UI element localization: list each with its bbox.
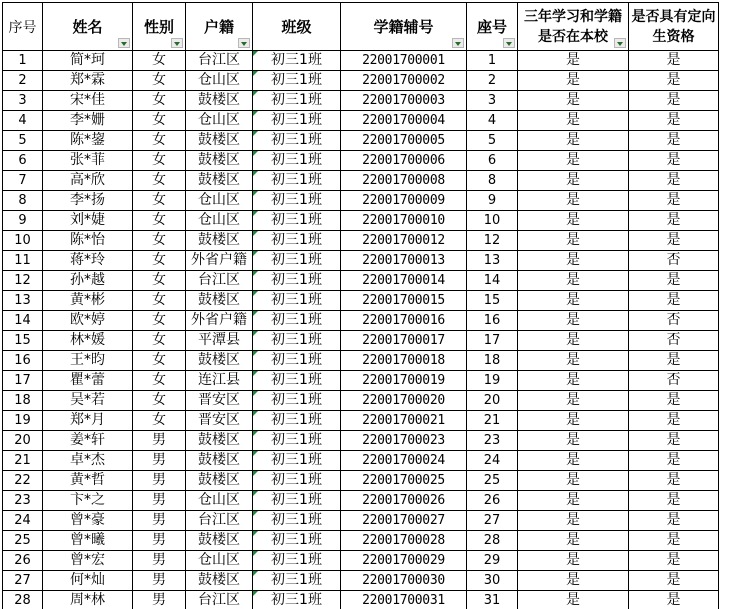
cell-qualified[interactable]: 是: [629, 171, 719, 191]
table-row: [3, 351, 719, 371]
cell-gender[interactable]: 男: [133, 471, 186, 491]
cell-seat[interactable]: 3: [467, 91, 518, 111]
cell-three-year[interactable]: 是: [518, 51, 629, 71]
cell-gender[interactable]: 男: [133, 531, 186, 551]
cell-seq[interactable]: 2: [3, 71, 43, 91]
cell-student-id[interactable]: 22001700023: [341, 431, 467, 451]
cell-three-year[interactable]: 是: [518, 431, 629, 451]
header-class: 班级: [253, 3, 341, 51]
cell-qualified[interactable]: 是: [629, 431, 719, 451]
cell-gender[interactable]: 女: [133, 351, 186, 371]
cell-qualified[interactable]: 是: [629, 511, 719, 531]
cell-seq[interactable]: 6: [3, 151, 43, 171]
cell-student-id[interactable]: 22001700026: [341, 491, 467, 511]
cell-name[interactable]: 吴*若: [43, 391, 133, 411]
cell-qualified[interactable]: 是: [629, 351, 719, 371]
cell-qualified[interactable]: 是: [629, 111, 719, 131]
cell-gender[interactable]: 女: [133, 91, 186, 111]
cell-class[interactable]: 初三1班: [253, 371, 341, 391]
cell-qualified[interactable]: 是: [629, 411, 719, 431]
cell-student-id[interactable]: 22001700031: [341, 591, 467, 609]
table-row: [3, 431, 719, 451]
cell-class[interactable]: 初三1班: [253, 251, 341, 271]
cell-student-id[interactable]: 22001700018: [341, 351, 467, 371]
cell-gender[interactable]: 女: [133, 111, 186, 131]
cell-seat[interactable]: 14: [467, 271, 518, 291]
cell-hukou[interactable]: 晋安区: [186, 411, 253, 431]
cell-student-id[interactable]: 22001700020: [341, 391, 467, 411]
cell-qualified[interactable]: 否: [629, 251, 719, 271]
cell-student-id[interactable]: 22001700001: [341, 51, 467, 71]
cell-class[interactable]: 初三1班: [253, 491, 341, 511]
table-row: [3, 311, 719, 331]
table-row: [3, 511, 719, 531]
cell-three-year[interactable]: 是: [518, 511, 629, 531]
cell-hukou[interactable]: 鼓楼区: [186, 231, 253, 251]
cell-hukou[interactable]: 鼓楼区: [186, 171, 253, 191]
cell-hukou[interactable]: 鼓楼区: [186, 451, 253, 471]
header-seat[interactable]: 座号: [467, 3, 518, 51]
cell-seq[interactable]: 3: [3, 91, 43, 111]
cell-qualified[interactable]: 是: [629, 131, 719, 151]
cell-seat[interactable]: 25: [467, 471, 518, 491]
cell-hukou[interactable]: 鼓楼区: [186, 431, 253, 451]
cell-seat[interactable]: 27: [467, 511, 518, 531]
table-row: [3, 211, 719, 231]
cell-name[interactable]: 王*昀: [43, 351, 133, 371]
cell-seat[interactable]: 15: [467, 291, 518, 311]
cell-class[interactable]: 初三1班: [253, 331, 341, 351]
cell-class[interactable]: 初三1班: [253, 571, 341, 591]
cell-hukou[interactable]: 仓山区: [186, 71, 253, 91]
cell-seq[interactable]: 4: [3, 111, 43, 131]
cell-gender[interactable]: 女: [133, 231, 186, 251]
cell-gender[interactable]: 女: [133, 51, 186, 71]
cell-class[interactable]: 初三1班: [253, 151, 341, 171]
cell-seq[interactable]: 28: [3, 591, 43, 609]
cell-student-id[interactable]: 22001700021: [341, 411, 467, 431]
cell-hukou[interactable]: 鼓楼区: [186, 471, 253, 491]
cell-seat[interactable]: 17: [467, 331, 518, 351]
cell-seq[interactable]: 7: [3, 171, 43, 191]
cell-student-id[interactable]: 22001700029: [341, 551, 467, 571]
cell-qualified[interactable]: 是: [629, 291, 719, 311]
cell-three-year[interactable]: 是: [518, 91, 629, 111]
cell-class[interactable]: 初三1班: [253, 291, 341, 311]
cell-gender[interactable]: 女: [133, 171, 186, 191]
cell-three-year[interactable]: 是: [518, 211, 629, 231]
header-student-id[interactable]: 学籍辅号: [341, 3, 467, 51]
cell-hukou[interactable]: 外省户籍: [186, 311, 253, 331]
table-row: [3, 571, 719, 591]
cell-hukou[interactable]: 鼓楼区: [186, 571, 253, 591]
table-row: [3, 591, 719, 609]
cell-three-year[interactable]: 是: [518, 591, 629, 609]
table-row: [3, 191, 719, 211]
cell-seq[interactable]: 9: [3, 211, 43, 231]
cell-gender[interactable]: 女: [133, 291, 186, 311]
cell-name[interactable]: 曾*豪: [43, 511, 133, 531]
cell-hukou[interactable]: 鼓楼区: [186, 291, 253, 311]
cell-three-year[interactable]: 是: [518, 371, 629, 391]
cell-seq[interactable]: 18: [3, 391, 43, 411]
cell-qualified[interactable]: 是: [629, 191, 719, 211]
cell-hukou[interactable]: 仓山区: [186, 111, 253, 131]
cell-name[interactable]: 何*灿: [43, 571, 133, 591]
cell-qualified[interactable]: 是: [629, 151, 719, 171]
table-row: [3, 371, 719, 391]
cell-name[interactable]: 姜*轩: [43, 431, 133, 451]
cell-seat[interactable]: 10: [467, 211, 518, 231]
cell-hukou[interactable]: 台江区: [186, 511, 253, 531]
cell-gender[interactable]: 男: [133, 451, 186, 471]
cell-seq[interactable]: 5: [3, 131, 43, 151]
cell-student-id[interactable]: 22001700004: [341, 111, 467, 131]
cell-class[interactable]: 初三1班: [253, 531, 341, 551]
cell-name[interactable]: 欧*婷: [43, 311, 133, 331]
table-row: [3, 91, 719, 111]
table-row: [3, 111, 719, 131]
cell-class[interactable]: 初三1班: [253, 551, 341, 571]
cell-hukou[interactable]: 台江区: [186, 591, 253, 609]
cell-name[interactable]: 李*姗: [43, 111, 133, 131]
cell-three-year[interactable]: 是: [518, 231, 629, 251]
cell-name[interactable]: 曾*曦: [43, 531, 133, 551]
header-seq: 序号: [3, 3, 43, 51]
cell-qualified[interactable]: 是: [629, 211, 719, 231]
cell-three-year[interactable]: 是: [518, 111, 629, 131]
cell-three-year[interactable]: 是: [518, 451, 629, 471]
cell-qualified[interactable]: 是: [629, 391, 719, 411]
cell-student-id[interactable]: 22001700025: [341, 471, 467, 491]
cell-three-year[interactable]: 是: [518, 191, 629, 211]
cell-hukou[interactable]: 鼓楼区: [186, 351, 253, 371]
cell-seq[interactable]: 26: [3, 551, 43, 571]
cell-hukou[interactable]: 连江县: [186, 371, 253, 391]
cell-hukou[interactable]: 鼓楼区: [186, 151, 253, 171]
cell-hukou[interactable]: 晋安区: [186, 391, 253, 411]
cell-gender[interactable]: 男: [133, 551, 186, 571]
cell-three-year[interactable]: 是: [518, 131, 629, 151]
cell-class[interactable]: 初三1班: [253, 131, 341, 151]
cell-gender[interactable]: 男: [133, 591, 186, 609]
cell-qualified[interactable]: 否: [629, 331, 719, 351]
cell-name[interactable]: 张*菲: [43, 151, 133, 171]
cell-gender[interactable]: 女: [133, 151, 186, 171]
cell-seat[interactable]: 12: [467, 231, 518, 251]
cell-seq[interactable]: 17: [3, 371, 43, 391]
cell-seat[interactable]: 13: [467, 251, 518, 271]
cell-seq[interactable]: 27: [3, 571, 43, 591]
header-name[interactable]: 姓名: [43, 3, 133, 51]
cell-seq[interactable]: 14: [3, 311, 43, 331]
filter-dropdown-icon[interactable]: [238, 38, 250, 48]
cell-qualified[interactable]: 是: [629, 531, 719, 551]
filter-dropdown-icon[interactable]: [171, 38, 183, 48]
cell-seat[interactable]: 30: [467, 571, 518, 591]
table-row: [3, 51, 719, 71]
cell-gender[interactable]: 女: [133, 311, 186, 331]
cell-name[interactable]: 卞*之: [43, 491, 133, 511]
header-row: [3, 3, 719, 51]
cell-three-year[interactable]: 是: [518, 171, 629, 191]
cell-name[interactable]: 曾*宏: [43, 551, 133, 571]
cell-name[interactable]: 郑*霖: [43, 71, 133, 91]
cell-three-year[interactable]: 是: [518, 251, 629, 271]
cell-name[interactable]: 黄*彬: [43, 291, 133, 311]
cell-qualified[interactable]: 是: [629, 551, 719, 571]
cell-three-year[interactable]: 是: [518, 571, 629, 591]
cell-seat[interactable]: 23: [467, 431, 518, 451]
table-row: [3, 491, 719, 511]
cell-qualified[interactable]: 是: [629, 591, 719, 609]
table-row: [3, 331, 719, 351]
cell-class[interactable]: 初三1班: [253, 271, 341, 291]
cell-gender[interactable]: 女: [133, 271, 186, 291]
cell-class[interactable]: 初三1班: [253, 511, 341, 531]
cell-seat[interactable]: 19: [467, 371, 518, 391]
cell-student-id[interactable]: 22001700028: [341, 531, 467, 551]
cell-seat[interactable]: 29: [467, 551, 518, 571]
cell-qualified[interactable]: 是: [629, 231, 719, 251]
cell-class[interactable]: 初三1班: [253, 471, 341, 491]
cell-student-id[interactable]: 22001700015: [341, 291, 467, 311]
cell-name[interactable]: 周*林: [43, 591, 133, 609]
cell-name[interactable]: 黄*哲: [43, 471, 133, 491]
cell-name[interactable]: 刘*婕: [43, 211, 133, 231]
cell-seq[interactable]: 13: [3, 291, 43, 311]
cell-gender[interactable]: 女: [133, 371, 186, 391]
table-row: [3, 151, 719, 171]
cell-class[interactable]: 初三1班: [253, 231, 341, 251]
cell-hukou[interactable]: 鼓楼区: [186, 131, 253, 151]
cell-seat[interactable]: 8: [467, 171, 518, 191]
cell-name[interactable]: 卓*杰: [43, 451, 133, 471]
cell-three-year[interactable]: 是: [518, 491, 629, 511]
cell-class[interactable]: 初三1班: [253, 111, 341, 131]
cell-student-id[interactable]: 22001700024: [341, 451, 467, 471]
cell-name[interactable]: 宋*佳: [43, 91, 133, 111]
table-row: [3, 531, 719, 551]
table-body: [3, 51, 719, 609]
cell-gender[interactable]: 男: [133, 491, 186, 511]
cell-seat[interactable]: 1: [467, 51, 518, 71]
table-row: [3, 291, 719, 311]
cell-qualified[interactable]: 是: [629, 271, 719, 291]
cell-name[interactable]: 李*扬: [43, 191, 133, 211]
cell-three-year[interactable]: 是: [518, 271, 629, 291]
cell-class[interactable]: 初三1班: [253, 591, 341, 609]
cell-seat[interactable]: 6: [467, 151, 518, 171]
cell-student-id[interactable]: 22001700030: [341, 571, 467, 591]
cell-seq[interactable]: 1: [3, 51, 43, 71]
cell-student-id[interactable]: 22001700003: [341, 91, 467, 111]
cell-seq[interactable]: 10: [3, 231, 43, 251]
cell-gender[interactable]: 女: [133, 391, 186, 411]
header-three-year[interactable]: 三年学习和学籍是否在本校: [518, 3, 629, 51]
cell-class[interactable]: 初三1班: [253, 211, 341, 231]
cell-class[interactable]: 初三1班: [253, 411, 341, 431]
cell-student-id[interactable]: 22001700009: [341, 191, 467, 211]
cell-class[interactable]: 初三1班: [253, 351, 341, 371]
cell-name[interactable]: 孙*越: [43, 271, 133, 291]
cell-class[interactable]: 初三1班: [253, 171, 341, 191]
cell-seat[interactable]: 28: [467, 531, 518, 551]
cell-seat[interactable]: 5: [467, 131, 518, 151]
cell-hukou[interactable]: 仓山区: [186, 191, 253, 211]
cell-seat[interactable]: 18: [467, 351, 518, 371]
header-hukou[interactable]: 户籍: [186, 3, 253, 51]
cell-three-year[interactable]: 是: [518, 311, 629, 331]
cell-name[interactable]: 林*媛: [43, 331, 133, 351]
cell-gender[interactable]: 女: [133, 211, 186, 231]
cell-student-id[interactable]: 22001700005: [341, 131, 467, 151]
cell-seq[interactable]: 19: [3, 411, 43, 431]
cell-seat[interactable]: 4: [467, 111, 518, 131]
header-gender[interactable]: 性别: [133, 3, 186, 51]
filter-dropdown-icon[interactable]: [614, 38, 626, 48]
cell-three-year[interactable]: 是: [518, 151, 629, 171]
cell-seq[interactable]: 24: [3, 511, 43, 531]
cell-hukou[interactable]: 鼓楼区: [186, 91, 253, 111]
cell-class[interactable]: 初三1班: [253, 91, 341, 111]
cell-student-id[interactable]: 22001700012: [341, 231, 467, 251]
cell-seat[interactable]: 24: [467, 451, 518, 471]
table-row: [3, 391, 719, 411]
cell-gender[interactable]: 女: [133, 191, 186, 211]
table-row: [3, 131, 719, 151]
cell-seq[interactable]: 20: [3, 431, 43, 451]
cell-gender[interactable]: 男: [133, 511, 186, 531]
cell-qualified[interactable]: 是: [629, 71, 719, 91]
cell-student-id[interactable]: 22001700016: [341, 311, 467, 331]
cell-qualified[interactable]: 是: [629, 451, 719, 471]
cell-hukou[interactable]: 仓山区: [186, 211, 253, 231]
cell-seq[interactable]: 21: [3, 451, 43, 471]
cell-seq[interactable]: 12: [3, 271, 43, 291]
table-row: [3, 271, 719, 291]
cell-qualified[interactable]: 是: [629, 51, 719, 71]
cell-hukou[interactable]: 台江区: [186, 51, 253, 71]
cell-seq[interactable]: 11: [3, 251, 43, 271]
cell-three-year[interactable]: 是: [518, 391, 629, 411]
cell-seq[interactable]: 23: [3, 491, 43, 511]
cell-student-id[interactable]: 22001700008: [341, 171, 467, 191]
filter-dropdown-icon[interactable]: [452, 38, 464, 48]
cell-seat[interactable]: 9: [467, 191, 518, 211]
cell-seat[interactable]: 26: [467, 491, 518, 511]
cell-qualified[interactable]: 否: [629, 371, 719, 391]
cell-qualified[interactable]: 否: [629, 311, 719, 331]
table-row: [3, 451, 719, 471]
cell-three-year[interactable]: 是: [518, 551, 629, 571]
table-row: [3, 411, 719, 431]
cell-student-id[interactable]: 22001700014: [341, 271, 467, 291]
cell-three-year[interactable]: 是: [518, 471, 629, 491]
cell-gender[interactable]: 男: [133, 571, 186, 591]
cell-three-year[interactable]: 是: [518, 411, 629, 431]
cell-gender[interactable]: 女: [133, 411, 186, 431]
cell-gender[interactable]: 男: [133, 431, 186, 451]
cell-three-year[interactable]: 是: [518, 351, 629, 371]
table-row: [3, 231, 719, 251]
cell-seat[interactable]: 16: [467, 311, 518, 331]
cell-student-id[interactable]: 22001700010: [341, 211, 467, 231]
table-row: [3, 251, 719, 271]
cell-class[interactable]: 初三1班: [253, 191, 341, 211]
cell-seat[interactable]: 31: [467, 591, 518, 609]
cell-qualified[interactable]: 是: [629, 91, 719, 111]
cell-seq[interactable]: 25: [3, 531, 43, 551]
cell-class[interactable]: 初三1班: [253, 51, 341, 71]
cell-qualified[interactable]: 是: [629, 491, 719, 511]
cell-class[interactable]: 初三1班: [253, 71, 341, 91]
cell-seat[interactable]: 20: [467, 391, 518, 411]
cell-seat[interactable]: 21: [467, 411, 518, 431]
cell-student-id[interactable]: 22001700002: [341, 71, 467, 91]
cell-class[interactable]: 初三1班: [253, 311, 341, 331]
cell-student-id[interactable]: 22001700019: [341, 371, 467, 391]
cell-name[interactable]: 瞿*蕾: [43, 371, 133, 391]
cell-name[interactable]: 蒋*玲: [43, 251, 133, 271]
cell-hukou[interactable]: 鼓楼区: [186, 531, 253, 551]
cell-three-year[interactable]: 是: [518, 531, 629, 551]
cell-class[interactable]: 初三1班: [253, 451, 341, 471]
cell-seq[interactable]: 8: [3, 191, 43, 211]
cell-hukou[interactable]: 平潭县: [186, 331, 253, 351]
cell-hukou[interactable]: 仓山区: [186, 491, 253, 511]
cell-class[interactable]: 初三1班: [253, 431, 341, 451]
cell-seq[interactable]: 16: [3, 351, 43, 371]
cell-name[interactable]: 陈*怡: [43, 231, 133, 251]
cell-gender[interactable]: 女: [133, 71, 186, 91]
cell-student-id[interactable]: 22001700027: [341, 511, 467, 531]
table-row: [3, 471, 719, 491]
cell-three-year[interactable]: 是: [518, 291, 629, 311]
cell-name[interactable]: 简*珂: [43, 51, 133, 71]
table-row: [3, 551, 719, 571]
student-table: [2, 2, 719, 609]
cell-student-id[interactable]: 22001700006: [341, 151, 467, 171]
cell-hukou[interactable]: 仓山区: [186, 551, 253, 571]
cell-gender[interactable]: 女: [133, 331, 186, 351]
cell-name[interactable]: 高*欣: [43, 171, 133, 191]
cell-gender[interactable]: 女: [133, 131, 186, 151]
filter-dropdown-icon[interactable]: [503, 38, 515, 48]
cell-student-id[interactable]: 22001700013: [341, 251, 467, 271]
filter-dropdown-icon[interactable]: [118, 38, 130, 48]
cell-qualified[interactable]: 是: [629, 571, 719, 591]
header-qualified: 是否具有定向生资格: [629, 3, 719, 51]
cell-hukou[interactable]: 外省户籍: [186, 251, 253, 271]
cell-qualified[interactable]: 是: [629, 471, 719, 491]
cell-student-id[interactable]: 22001700017: [341, 331, 467, 351]
cell-name[interactable]: 郑*月: [43, 411, 133, 431]
cell-gender[interactable]: 女: [133, 251, 186, 271]
cell-three-year[interactable]: 是: [518, 71, 629, 91]
cell-class[interactable]: 初三1班: [253, 391, 341, 411]
cell-name[interactable]: 陈*鋆: [43, 131, 133, 151]
cell-seat[interactable]: 2: [467, 71, 518, 91]
cell-hukou[interactable]: 台江区: [186, 271, 253, 291]
table-row: [3, 171, 719, 191]
table-row: [3, 71, 719, 91]
cell-three-year[interactable]: 是: [518, 331, 629, 351]
cell-seq[interactable]: 22: [3, 471, 43, 491]
cell-seq[interactable]: 15: [3, 331, 43, 351]
